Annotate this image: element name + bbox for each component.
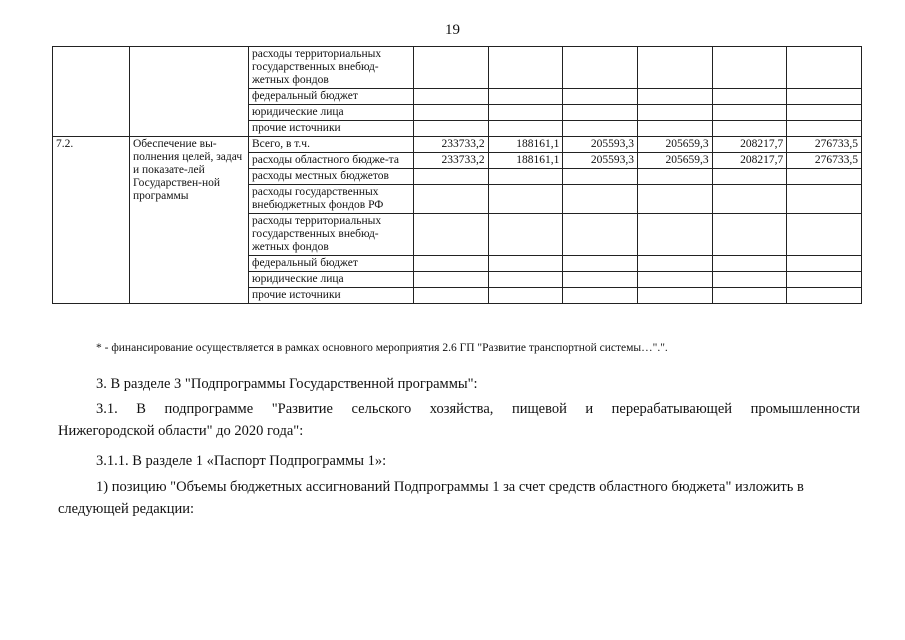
value-cell xyxy=(488,47,563,89)
value-cell xyxy=(488,214,563,256)
value-cell xyxy=(787,214,862,256)
value-cell xyxy=(787,272,862,288)
value-cell xyxy=(563,185,638,214)
value-cell xyxy=(787,169,862,185)
value-cell xyxy=(637,214,712,256)
value-cell xyxy=(787,288,862,304)
value-cell xyxy=(637,272,712,288)
value-cell xyxy=(637,185,712,214)
value-cell xyxy=(637,105,712,121)
row-number-cell: 7.2. xyxy=(53,137,130,304)
value-cell xyxy=(414,256,489,272)
value-cell xyxy=(563,105,638,121)
value-cell: 276733,5 xyxy=(787,137,862,153)
value-cell xyxy=(712,272,787,288)
value-cell xyxy=(414,121,489,137)
value-cell xyxy=(563,169,638,185)
value-cell xyxy=(488,169,563,185)
value-cell xyxy=(488,105,563,121)
value-cell: 276733,5 xyxy=(787,153,862,169)
row-name-cell: Обеспечение вы-полнения целей, задач и показате-лей Государствен-ной программы xyxy=(130,137,249,304)
value-cell xyxy=(712,256,787,272)
value-cell: 205593,3 xyxy=(563,137,638,153)
value-cell xyxy=(563,121,638,137)
source-cell: расходы территориальных государственных внебюд-жетных фондов xyxy=(249,214,414,256)
source-cell: юридические лица xyxy=(249,105,414,121)
value-cell xyxy=(414,47,489,89)
value-cell xyxy=(637,89,712,105)
value-cell xyxy=(414,185,489,214)
source-cell: федеральный бюджет xyxy=(249,256,414,272)
value-cell xyxy=(414,272,489,288)
table-row xyxy=(53,137,862,153)
paragraph-subprogram xyxy=(58,398,860,442)
value-cell xyxy=(563,272,638,288)
paragraph-subprogram-line1: 3.1. В подпрограмме "Развитие сельского хозяйства, пищевой и перерабатывающей промышленности xyxy=(96,401,860,417)
value-cell xyxy=(488,272,563,288)
value-cell xyxy=(712,214,787,256)
value-cell xyxy=(787,89,862,105)
value-cell xyxy=(712,288,787,304)
value-cell xyxy=(563,214,638,256)
value-cell: 208217,7 xyxy=(712,137,787,153)
value-cell xyxy=(414,105,489,121)
value-cell xyxy=(637,169,712,185)
source-cell: прочие источники xyxy=(249,288,414,304)
value-cell xyxy=(787,185,862,214)
value-cell xyxy=(637,47,712,89)
value-cell xyxy=(488,89,563,105)
value-cell xyxy=(712,105,787,121)
value-cell: 205659,3 xyxy=(637,137,712,153)
row-number-cell xyxy=(53,47,130,137)
source-cell: прочие источники xyxy=(249,121,414,137)
source-cell: расходы государственных внебюджетных фондов РФ xyxy=(249,185,414,214)
paragraph-budget-position: 1) позицию "Объемы бюджетных ассигнований Подпрограммы 1 за счет средств областного бюджета" изложить в следующей редакции: xyxy=(58,479,804,517)
value-cell xyxy=(712,169,787,185)
value-cell: 205659,3 xyxy=(637,153,712,169)
value-cell xyxy=(414,169,489,185)
value-cell: 188161,1 xyxy=(488,137,563,153)
page-number: 19 xyxy=(445,22,460,38)
value-cell xyxy=(787,105,862,121)
value-cell xyxy=(787,256,862,272)
value-cell: 208217,7 xyxy=(712,153,787,169)
value-cell xyxy=(637,256,712,272)
value-cell xyxy=(637,121,712,137)
value-cell: 205593,3 xyxy=(563,153,638,169)
value-cell xyxy=(787,121,862,137)
value-cell xyxy=(414,89,489,105)
source-cell: юридические лица xyxy=(249,272,414,288)
value-cell xyxy=(563,47,638,89)
value-cell xyxy=(414,288,489,304)
source-cell: расходы местных бюджетов xyxy=(249,169,414,185)
value-cell: 233733,2 xyxy=(414,153,489,169)
row-name-cell xyxy=(130,47,249,137)
source-cell: расходы территориальных государственных внебюд-жетных фондов xyxy=(249,47,414,89)
paragraph-subprogram-line2: Нижегородской области" до 2020 года": xyxy=(58,423,304,439)
value-cell xyxy=(563,256,638,272)
value-cell xyxy=(712,121,787,137)
source-cell: расходы областного бюдже-та xyxy=(249,153,414,169)
source-cell: Всего, в т.ч. xyxy=(249,137,414,153)
value-cell xyxy=(488,121,563,137)
value-cell xyxy=(488,185,563,214)
value-cell xyxy=(488,288,563,304)
table-row xyxy=(53,47,862,89)
source-cell: федеральный бюджет xyxy=(249,89,414,105)
value-cell: 233733,2 xyxy=(414,137,489,153)
value-cell xyxy=(414,214,489,256)
value-cell xyxy=(563,89,638,105)
value-cell xyxy=(712,47,787,89)
value-cell xyxy=(787,47,862,89)
value-cell xyxy=(712,89,787,105)
value-cell xyxy=(563,288,638,304)
value-cell: 188161,1 xyxy=(488,153,563,169)
footnote: * - финансирование осуществляется в рамках основного мероприятия 2.6 ГП "Развитие транспортной системы…".". xyxy=(96,342,668,354)
paragraph-section-3: 3. В разделе 3 "Подпрограммы Государственной программы": xyxy=(96,376,478,392)
value-cell xyxy=(637,288,712,304)
value-cell xyxy=(712,185,787,214)
budget-table xyxy=(52,46,862,304)
value-cell xyxy=(488,256,563,272)
paragraph-passport: 3.1.1. В разделе 1 «Паспорт Подпрограммы 1»: xyxy=(96,453,387,469)
